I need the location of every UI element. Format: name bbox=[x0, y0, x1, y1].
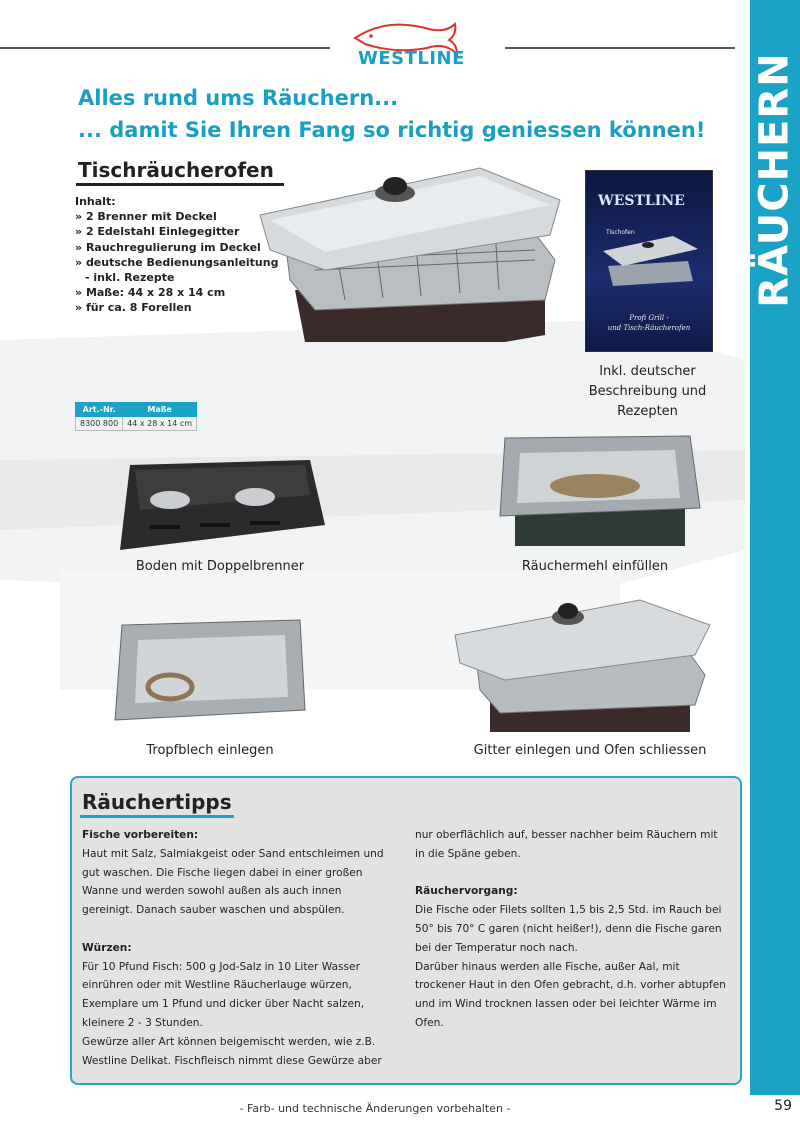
step-drip-tray-image bbox=[110, 615, 310, 725]
headline-line-1: Alles rund ums Räuchern... bbox=[78, 86, 399, 110]
contents-item: » Maße: 44 x 28 x 14 cm bbox=[75, 285, 278, 300]
spec-table-header-row bbox=[76, 403, 197, 417]
spec-header-artnr: Art.-Nr. bbox=[76, 403, 123, 417]
product-contents bbox=[75, 194, 278, 316]
tips-paragraph: Darüber hinaus werden alle Fische, außer Aal, mit trockener Haut in den Ofen gebracht, d.h. vorher abtupfen und im Wind trocknen lassen oder bei leichter Wärme im Ofen. bbox=[415, 960, 726, 1029]
product-title-underline bbox=[76, 183, 284, 186]
booklet-subtitle-line-1: Profi Grill - bbox=[629, 314, 669, 322]
tips-title-underline bbox=[80, 815, 234, 818]
contents-label: Inhalt: bbox=[75, 195, 116, 208]
step-caption: Boden mit Doppelbrenner bbox=[135, 559, 305, 574]
contents-item: » deutsche Bedienungsanleitung bbox=[75, 255, 278, 270]
tips-paragraph: Für 10 Pfund Fisch: 500 g Jod-Salz in 10 Liter Wasser einrühren oder mit Westline Räucherlauge würzen, Exemplare um 1 Pfund und dicker über Nacht salzen, kleinere 2 - 3 Stunden. bbox=[82, 960, 365, 1029]
contents-item-continuation: - inkl. Rezepte bbox=[85, 271, 175, 285]
tips-paragraph: Gewürze aller Art können beigemischt werden, wie z.B. Westline Delikat. Fischfleisch nimmt diese Gewürze aber bbox=[82, 1035, 382, 1067]
page-number: 59 bbox=[774, 1098, 792, 1114]
contents-item: » 2 Edelstahl Einlegegitter bbox=[75, 224, 278, 239]
booklet-subtitle-line-2: und Tisch-Räucherofen bbox=[607, 324, 691, 332]
sidebar-title bbox=[752, 50, 798, 310]
tips-right-column bbox=[415, 826, 727, 1033]
header-rule-right bbox=[505, 47, 735, 49]
footer-note: - Farb- und technische Änderungen vorbehalten - bbox=[239, 1102, 511, 1115]
step-base-burner-image bbox=[110, 455, 330, 555]
step-caption: Gitter einlegen und Ofen schliessen bbox=[473, 743, 707, 758]
tips-paragraph: nur oberflächlich auf, besser nachher beim Räuchern mit in die Späne geben. bbox=[415, 829, 718, 860]
tips-paragraph: Die Fische oder Filets sollten 1,5 bis 2,5 Std. im Rauch bei 50° bis 70° C garen (nicht heißer!), denn die Fische garen bei der Temperatur noch nach. bbox=[415, 904, 722, 954]
tips-heading: Räuchervorgang: bbox=[415, 885, 518, 898]
spec-header-masse: Maße bbox=[123, 403, 197, 417]
header-rule-left bbox=[0, 47, 330, 49]
instruction-booklet-image bbox=[585, 170, 713, 352]
logo-text: WESTLINE bbox=[358, 48, 465, 69]
tips-heading: Würzen: bbox=[82, 941, 132, 954]
spec-cell-artnr: 8300 800 bbox=[76, 417, 123, 431]
product-title: Tischräucherofen bbox=[78, 158, 274, 182]
booklet-logo: WESTLINE bbox=[598, 193, 685, 209]
tips-paragraph: Haut mit Salz, Salmiakgeist oder Sand entschleimen und gut waschen. Die Fische liegen dabei in einer großen Wanne und werden sowohl außen als auch innen gereinigt. Danach sauber waschen und abspülen. bbox=[82, 847, 384, 917]
step-caption: Räuchermehl einfüllen bbox=[521, 559, 669, 574]
contents-item: » 2 Brenner mit Deckel bbox=[75, 209, 278, 224]
headline-line-2: ... damit Sie Ihren Fang so richtig geniessen können! bbox=[78, 118, 706, 142]
spec-table bbox=[75, 402, 197, 431]
booklet-caption: Inkl. deutscher Beschreibung und Rezepten bbox=[588, 364, 707, 419]
sidebar-title-text: RÄUCHERN bbox=[752, 52, 799, 308]
tips-heading: Fische vorbereiten: bbox=[82, 829, 199, 841]
contents-item: » Rauchregulierung im Deckel bbox=[75, 240, 278, 255]
spec-cell-masse: 44 x 28 x 14 cm bbox=[123, 417, 197, 431]
booklet-subtitle bbox=[592, 313, 706, 333]
oven-main-image bbox=[255, 160, 575, 350]
tips-left-column bbox=[82, 826, 392, 1070]
tips-title: Räuchertipps bbox=[82, 790, 232, 814]
contents-item: » für ca. 8 Forellen bbox=[75, 300, 278, 315]
step-caption: Tropfblech einlegen bbox=[146, 743, 274, 758]
step-closed-oven-image bbox=[450, 595, 720, 735]
booklet-small-title: Tischofen bbox=[606, 229, 635, 236]
step-smoking-powder-image bbox=[495, 428, 705, 548]
booklet-oven-picture bbox=[598, 231, 702, 291]
table-row bbox=[76, 417, 197, 431]
